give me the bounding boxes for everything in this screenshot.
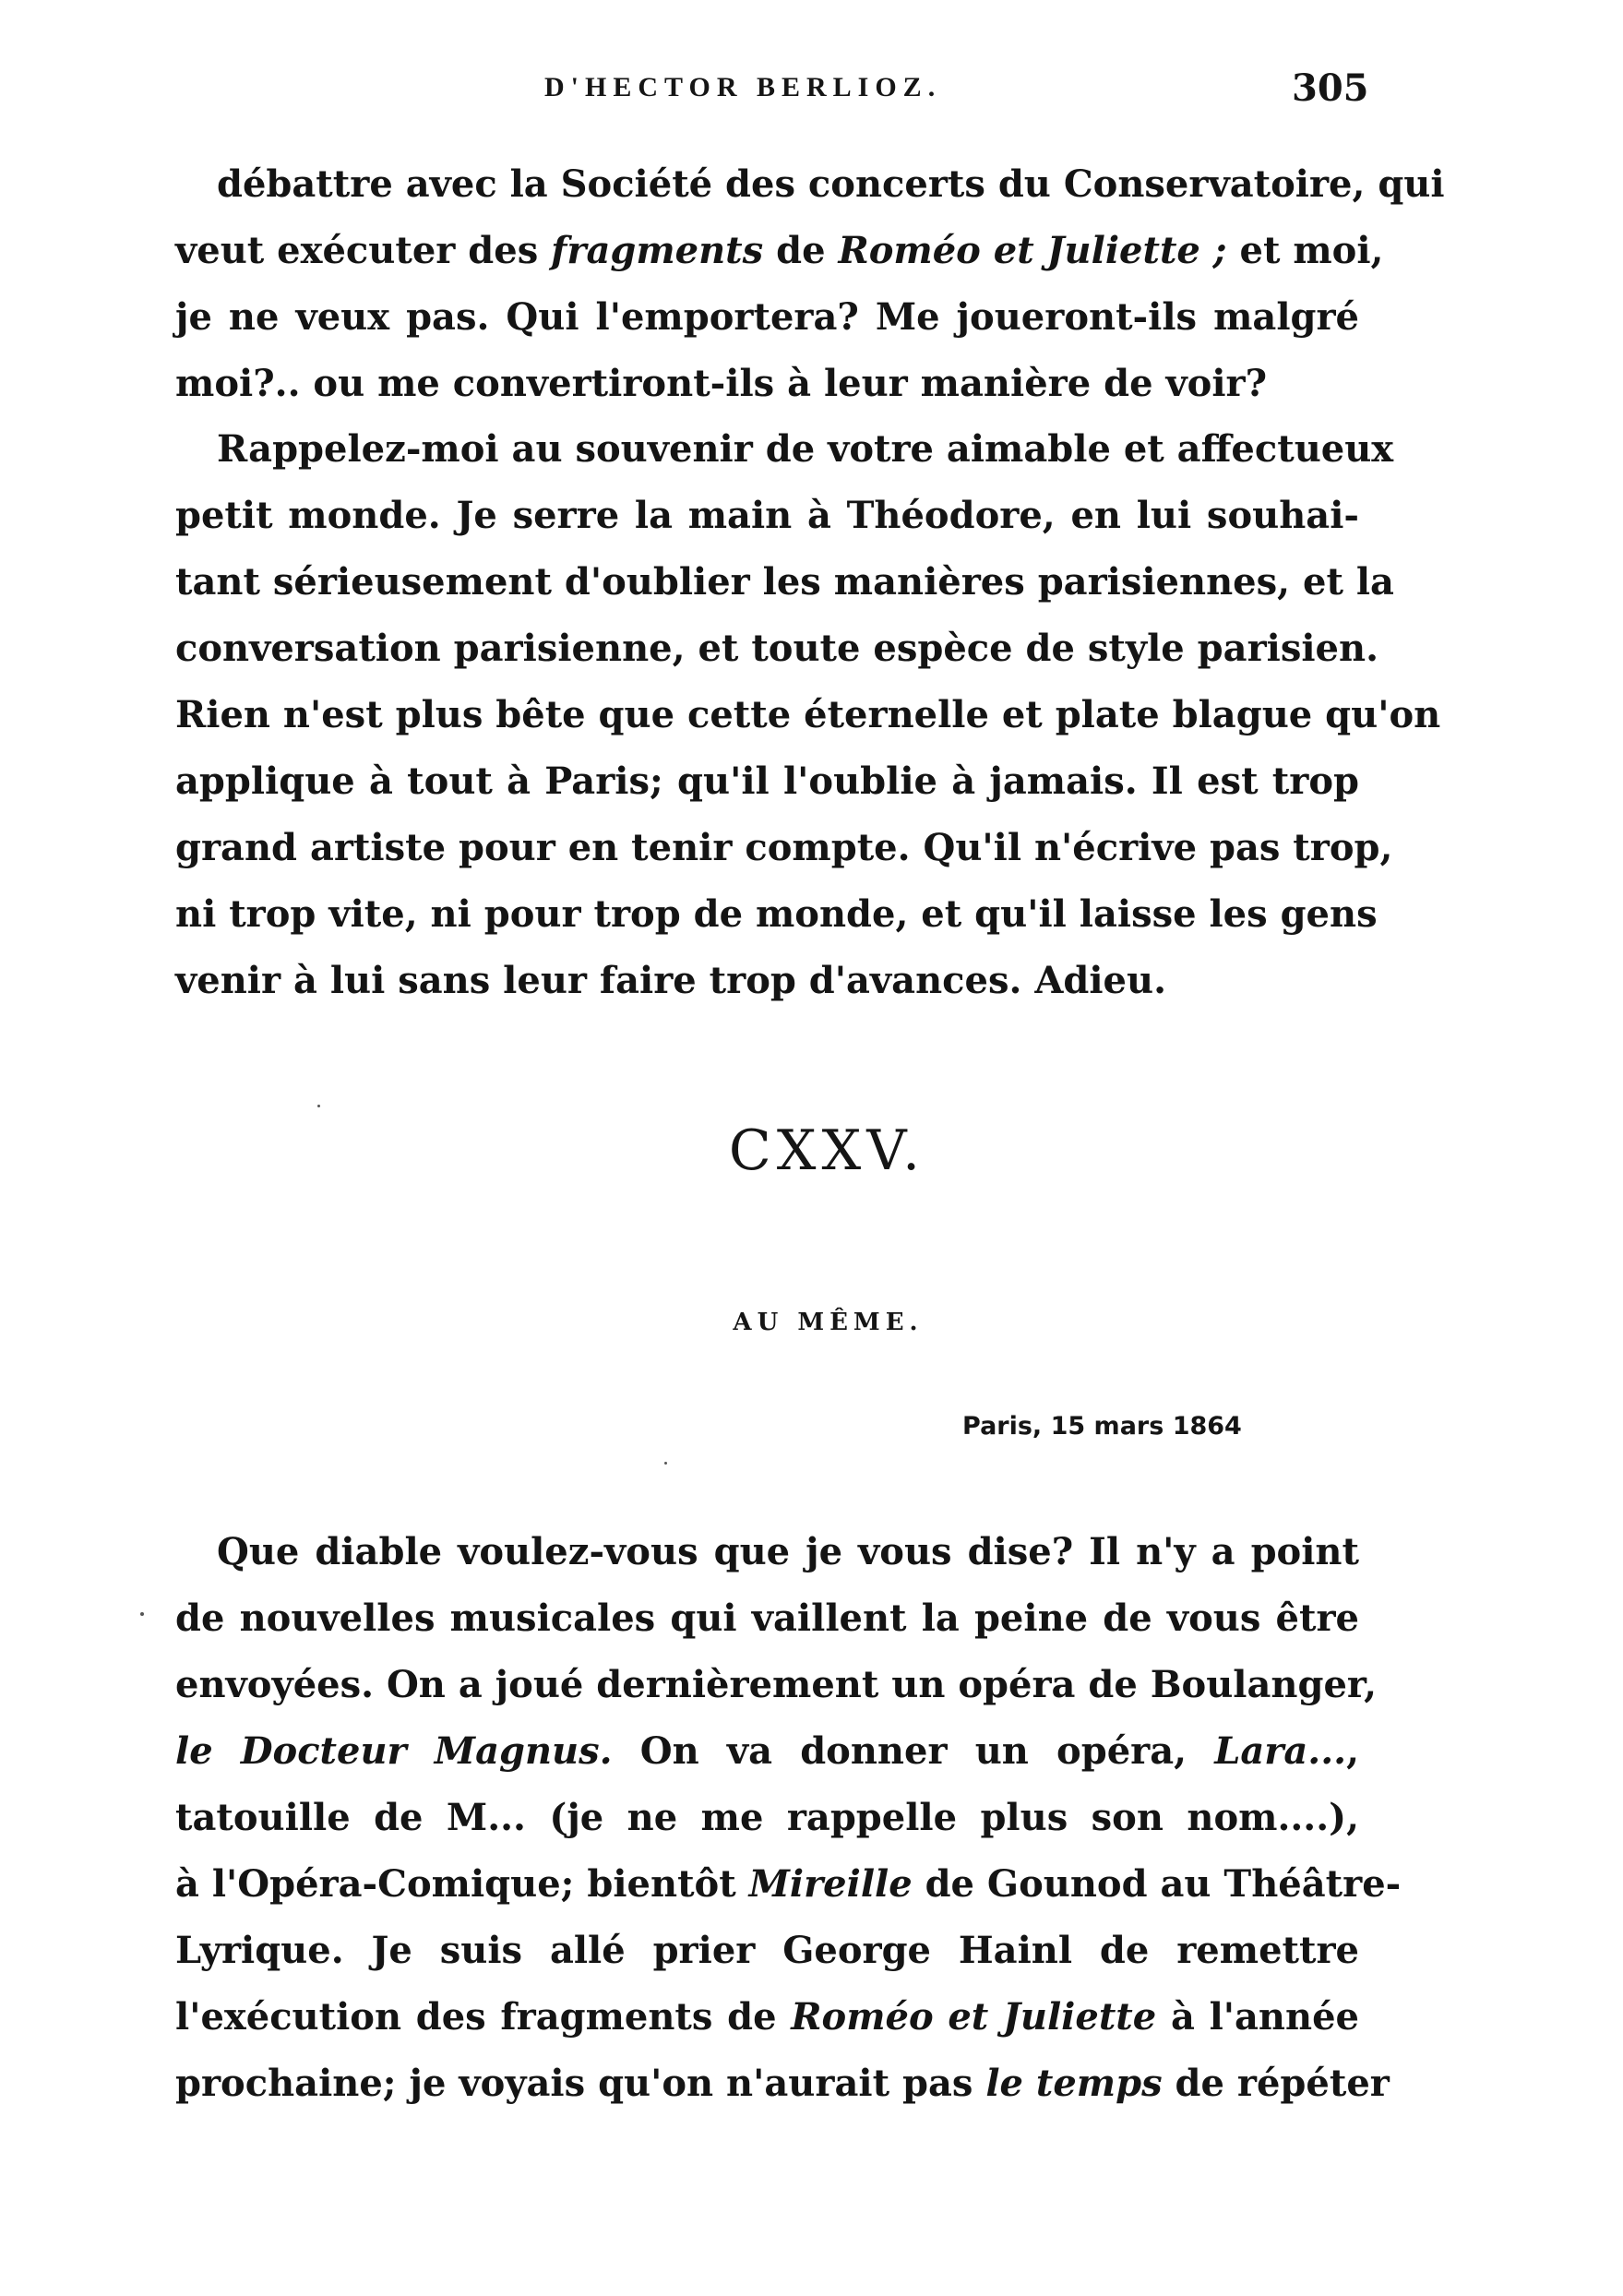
page-number: 305 bbox=[1292, 66, 1369, 110]
text-run: prochaine; je voyais qu'on n'aurait pas bbox=[175, 2062, 986, 2105]
text-line bbox=[175, 549, 1394, 616]
text-line bbox=[175, 351, 1359, 417]
text-run: On va donner un opéra, bbox=[612, 1729, 1215, 1773]
paragraph-farewell bbox=[175, 416, 1441, 1014]
text-line bbox=[175, 881, 1378, 948]
text-run: Lyrique. Je suis allé prier George Hainl de remettre bbox=[175, 1929, 1359, 1972]
italic-run: Mireille bbox=[748, 1862, 913, 1906]
italic-run: le Docteur Magnus. bbox=[175, 1729, 613, 1773]
print-speck bbox=[140, 1612, 144, 1616]
text-line bbox=[175, 815, 1393, 881]
letter-dateline: Paris, 15 mars 1864 bbox=[962, 1412, 1242, 1441]
text-run: tant sérieusement d'oublier les manières parisiennes, et la bbox=[175, 560, 1394, 604]
text-run: de Gounod au Théâtre- bbox=[912, 1862, 1402, 1906]
text-run: à l'année bbox=[1156, 1995, 1359, 2039]
text-line bbox=[175, 1585, 1359, 1652]
text-run: de bbox=[763, 229, 839, 272]
text-line bbox=[175, 483, 1359, 549]
text-line bbox=[175, 1984, 1359, 2051]
letter-recipient bbox=[0, 1309, 1623, 1336]
text-run: petit monde. Je serre la main à Théodore, en lui souhai- bbox=[175, 494, 1359, 537]
letter-recipient-text: AU MÊME. bbox=[733, 1309, 924, 1336]
text-run: envoyées. On a joué dernièrement un opéra de Boulanger, bbox=[175, 1663, 1377, 1706]
text-line bbox=[175, 948, 1359, 1014]
text-run: applique à tout à Paris; qu'il l'oublie à jamais. Il est trop bbox=[175, 759, 1359, 803]
text-run: de répéter bbox=[1162, 2062, 1390, 2105]
text-run: tatouille de M... (je ne me rappelle plus son nom....), bbox=[175, 1796, 1359, 1839]
text-run: ni trop vite, ni pour trop de monde, et qu'il laisse les gens bbox=[175, 892, 1378, 936]
text-run: Que diable voulez-vous que je vous dise? Il n'y a point bbox=[217, 1530, 1359, 1573]
text-run: moi?.. ou me convertiront-ils à leur manière de voir? bbox=[175, 362, 1268, 405]
text-line bbox=[175, 1519, 1359, 1585]
text-line bbox=[175, 616, 1379, 682]
text-line bbox=[175, 1652, 1377, 1718]
italic-run: fragments bbox=[551, 229, 764, 272]
text-run: conversation parisienne, et toute espèce de style parisien. bbox=[175, 627, 1379, 670]
text-line bbox=[175, 748, 1359, 815]
text-run: , bbox=[1346, 1729, 1359, 1773]
text-line bbox=[175, 682, 1441, 748]
print-speck bbox=[664, 1462, 667, 1465]
text-run: Rappelez-moi au souvenir de votre aimable et affectueux bbox=[217, 427, 1394, 471]
paragraph-continued bbox=[175, 151, 1445, 417]
italic-run: Lara... bbox=[1214, 1729, 1347, 1773]
paragraph-letter-body bbox=[175, 1519, 1402, 2117]
text-run: venir à lui sans leur faire trop d'avances. Adieu. bbox=[175, 959, 1167, 1002]
text-line bbox=[175, 1851, 1402, 1918]
print-speck bbox=[317, 1105, 320, 1107]
text-line bbox=[175, 1785, 1359, 1851]
italic-run: Roméo et Juliette ; bbox=[838, 229, 1227, 272]
text-run: débattre avec la Société des concerts du Conservatoire, qui bbox=[217, 162, 1445, 206]
text-line bbox=[175, 1918, 1359, 1984]
text-run: veut exécuter des bbox=[175, 229, 552, 272]
text-line bbox=[175, 151, 1445, 218]
italic-run: Roméo et Juliette bbox=[791, 1995, 1157, 2039]
text-run: et moi, bbox=[1226, 229, 1384, 272]
text-line bbox=[175, 218, 1384, 284]
text-run: Rien n'est plus bête que cette éternelle et plate blague qu'on bbox=[175, 693, 1441, 736]
letter-number-text: CXXV. bbox=[728, 1118, 926, 1183]
text-run: grand artiste pour en tenir compte. Qu'il n'écrive pas trop, bbox=[175, 826, 1393, 869]
text-line bbox=[175, 416, 1394, 483]
text-run: l'exécution des fragments de bbox=[175, 1995, 792, 2039]
italic-run: le temps bbox=[985, 2062, 1163, 2105]
text-line bbox=[175, 2051, 1390, 2117]
letter-number bbox=[0, 1118, 1623, 1183]
text-line bbox=[175, 1718, 1359, 1785]
text-line bbox=[175, 284, 1359, 351]
text-run: je ne veux pas. Qui l'emportera? Me joueront-ils malgré bbox=[175, 295, 1359, 339]
text-run: à l'Opéra-Comique; bientôt bbox=[175, 1862, 749, 1906]
running-head: D'HECTOR BERLIOZ. bbox=[544, 72, 942, 102]
text-run: de nouvelles musicales qui vaillent la peine de vous être bbox=[175, 1596, 1359, 1640]
